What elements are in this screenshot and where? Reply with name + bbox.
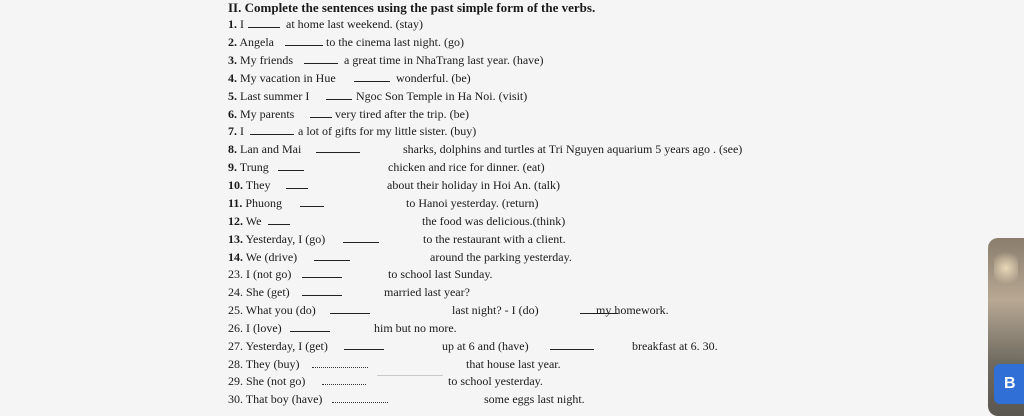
answer-blank[interactable] (302, 285, 342, 296)
sentence-end: at home last weekend. (stay) (286, 17, 423, 31)
answer-blank[interactable] (285, 35, 323, 46)
answer-blank[interactable] (248, 17, 280, 28)
item-number: 13. (228, 232, 243, 246)
exercise-title: II. Complete the sentences using the past simple form of the verbs. (228, 0, 596, 15)
sentence-end: to the cinema last night. (go) (326, 35, 464, 49)
item-number: 8. (228, 142, 237, 156)
sentence-30 (228, 392, 988, 409)
sentence-end: around the parking yesterday. (430, 250, 572, 264)
sentence-middle: last night? - I (do) (452, 303, 539, 317)
sentence-8 (228, 142, 988, 159)
sentence-7 (228, 124, 988, 141)
sentence-24 (228, 285, 988, 302)
answer-blank[interactable] (330, 303, 370, 314)
answer-blank[interactable] (312, 357, 368, 368)
sentence-end: breakfast at 6. 30. (632, 339, 718, 353)
sentence-start: My parents (240, 107, 295, 121)
sentence-end: the food was delicious.(think) (422, 214, 566, 228)
answer-blank[interactable] (326, 89, 352, 100)
sentence-5 (228, 89, 988, 106)
sentence-3 (228, 53, 988, 70)
sentence-start: She (get) (246, 285, 290, 299)
sentence-start: I (240, 124, 244, 138)
item-number: 14. (228, 250, 243, 264)
item-number: 24. (228, 285, 243, 299)
sentence-end: about their holiday in Hoi An. (talk) (387, 178, 560, 192)
sentence-end: sharks, dolphins and turtles at Tri Nguyen aquarium 5 years ago . (see) (403, 142, 743, 156)
answer-blank[interactable] (304, 53, 338, 64)
sentence-end: very tired after the trip. (be) (335, 107, 469, 121)
answer-blank[interactable] (344, 339, 384, 350)
answer-blank[interactable] (300, 196, 324, 207)
sentence-29 (228, 374, 988, 391)
sentence-4 (228, 71, 988, 88)
answer-blank[interactable] (268, 214, 290, 225)
overlay-button[interactable]: B (994, 364, 1024, 404)
sentence-start: That boy (have) (245, 392, 323, 406)
sentence-start: She (not go) (246, 374, 306, 388)
sentence-1 (228, 17, 988, 34)
sentence-start: Angela (239, 35, 274, 49)
sentence-start: Phuong (245, 196, 283, 210)
sentence-start: We (drive) (245, 250, 298, 264)
sentence-12 (228, 214, 988, 231)
sentence-13 (228, 232, 988, 249)
sentence-start: I (not go) (246, 267, 292, 281)
sentence-end: chicken and rice for dinner. (eat) (388, 160, 545, 174)
item-number: 23. (228, 267, 243, 281)
faint-underline (377, 375, 443, 376)
sentence-start: My vacation in Hue (240, 71, 336, 85)
answer-blank[interactable] (250, 124, 294, 135)
sentence-start: They (buy) (245, 357, 300, 371)
answer-blank[interactable] (332, 392, 388, 403)
sentence-middle: up at 6 and (have) (442, 339, 529, 353)
item-number: 25. (228, 303, 243, 317)
item-number: 26. (228, 321, 243, 335)
sentence-end: wonderful. (be) (396, 71, 471, 85)
answer-blank[interactable] (316, 142, 360, 153)
item-number: 3. (228, 53, 237, 67)
sentence-end: a lot of gifts for my little sister. (buy) (298, 124, 477, 138)
item-number: 9. (228, 160, 237, 174)
sentence-26 (228, 321, 988, 338)
sentence-end: to school last Sunday. (388, 267, 493, 281)
item-number: 7. (228, 124, 237, 138)
answer-blank[interactable] (354, 71, 390, 82)
sentence-10 (228, 178, 988, 195)
item-number: 1. (228, 17, 237, 31)
sentence-start: I (240, 17, 244, 31)
sentence-end: some eggs last night. (484, 392, 585, 406)
item-number: 11. (228, 196, 243, 210)
sentence-2 (228, 35, 988, 52)
sentence-start: What you (do) (245, 303, 316, 317)
sentence-end: Ngoc Son Temple in Ha Noi. (visit) (356, 89, 528, 103)
sentence-start: My friends (240, 53, 293, 67)
sentence-11 (228, 196, 988, 213)
sentence-6 (228, 107, 988, 124)
answer-blank[interactable] (286, 178, 308, 189)
answer-blank[interactable] (278, 160, 304, 171)
sentence-start: I (love) (246, 321, 282, 335)
answer-blank[interactable] (302, 267, 342, 278)
sentence-start: Lan and Mai (240, 142, 302, 156)
sentence-end: to the restaurant with a client. (423, 232, 566, 246)
answer-blank[interactable] (322, 374, 366, 385)
sentence-23 (228, 267, 988, 284)
item-number: 5. (228, 89, 237, 103)
item-number: 29. (228, 374, 243, 388)
sentence-28 (228, 357, 988, 374)
sentence-14 (228, 250, 988, 267)
sentence-9 (228, 160, 988, 177)
item-number: 27. (228, 339, 243, 353)
sentence-start: Last summer I (240, 89, 310, 103)
item-number: 2. (228, 35, 237, 49)
answer-blank[interactable] (343, 232, 379, 243)
sentence-25 (228, 303, 988, 320)
sentence-start: Yesterday, I (get) (245, 339, 328, 353)
webcam-glow (994, 248, 1018, 288)
item-number: 10. (228, 178, 243, 192)
sentence-start: Trung (239, 160, 269, 174)
sentence-end: married last year? (384, 285, 470, 299)
sentence-end: that house last year. (466, 357, 561, 371)
sentence-end: to Hanoi yesterday. (return) (406, 196, 539, 210)
sentence-end: to school yesterday. (448, 374, 543, 388)
item-number: 6. (228, 107, 237, 121)
item-number: 4. (228, 71, 237, 85)
item-number: 28. (228, 357, 243, 371)
sentence-end: a great time in NhaTrang last year. (have) (344, 53, 544, 67)
sentence-27 (228, 339, 988, 356)
answer-blank[interactable] (290, 321, 330, 332)
sentence-start: We (245, 214, 262, 228)
answer-blank[interactable] (314, 250, 350, 261)
answer-blank[interactable] (310, 107, 332, 118)
item-number: 12. (228, 214, 243, 228)
sentence-end: my homework. (596, 303, 669, 317)
sentence-end: him but no more. (374, 321, 457, 335)
sentence-start: Yesterday, I (go) (245, 232, 326, 246)
answer-blank[interactable] (550, 339, 594, 350)
item-number: 30. (228, 392, 243, 406)
sentence-start: They (245, 178, 271, 192)
